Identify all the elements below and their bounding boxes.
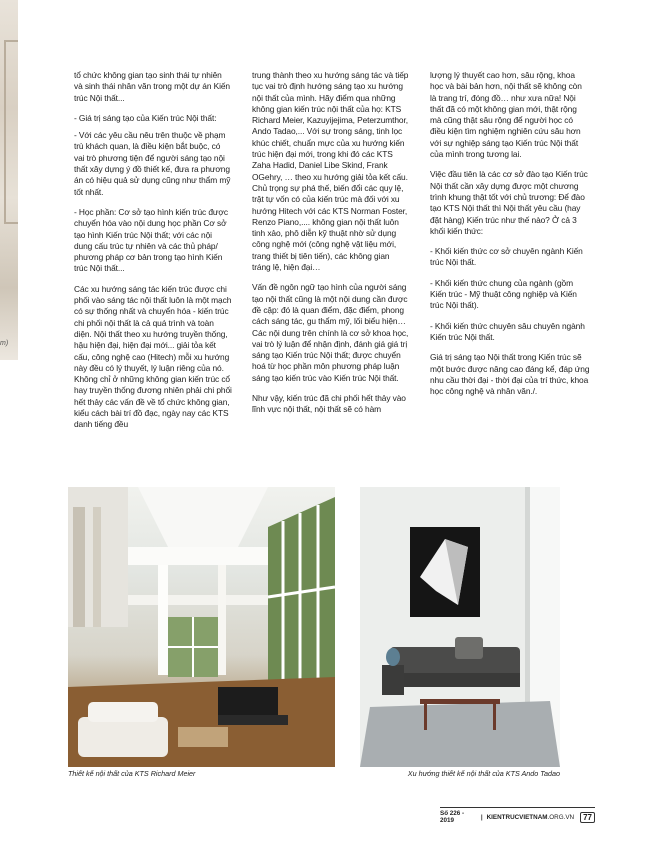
text-column-1 bbox=[74, 70, 232, 440]
adjacent-caption-fragment: m) bbox=[0, 340, 9, 347]
photo-caption-left: Thiết kế nội thất của KTS Richard Meier bbox=[68, 769, 196, 778]
photo-ando-tadao-interior bbox=[360, 487, 560, 767]
paragraph: - Khối kiến thức cơ sở chuyên ngành Kiến trúc Nội thất. bbox=[430, 246, 583, 268]
paragraph: - Với các yêu cầu nêu trên thuộc về phạm trù khách quan, là điều kiện bắt buộc, có vai trò phương tiện để người sáng tạo nội thất xây dựng ý đồ thiết kế, đưa ra phương án có hiệu quả sử dụng cũng như thẩm mỹ tốt nhất. bbox=[74, 130, 231, 197]
adjacent-page-photo-strip bbox=[0, 0, 18, 360]
footer-separator: | bbox=[480, 813, 483, 821]
paragraph: Giá trị sáng tạo Nội thất trong Kiến trúc sẽ một bước được nâng cao đáng kể, đáp ứng nhu cầu thời đại - thời đại của trí thức, khoa học công nghệ và nhân văn./. bbox=[430, 352, 590, 397]
site-name-suffix: .ORG.VN bbox=[547, 813, 575, 821]
paragraph: Việc đầu tiên là các cơ sở đào tạo Kiến trúc Nội thất cần xây dựng được một chương trình khung thật tốt với chủ trương: Để đào tạo KTS Nội thất thì Nội thất yêu cầu (hay đặt hàng) Kiến trúc như thế nào? Ở cả 3 khối kiến thức: bbox=[430, 169, 588, 236]
photo-richard-meier-interior bbox=[68, 487, 335, 767]
page-number: 77 bbox=[580, 812, 595, 823]
footer-divider bbox=[440, 807, 595, 808]
paragraph: - Khối kiến thức chung của ngành (gồm Kiến trúc - Mỹ thuật công nghiệp và Kiến trúc Nội thất). bbox=[430, 277, 577, 311]
paragraph: Các xu hướng sáng tác kiến trúc được chi phối vào sáng tác nội thất luôn là một mạch có sự thống nhất và chuyển hóa - kiến trúc chi phối nội thất là cả quá trình và toàn diện. Nội thất theo xu hướng truyền thống, hậu hiện đại, hiện đại mới... giải tỏa kết cấu, công nghệ cao (Hitech) mỗi xu hướng này đều có lý thuyết, lý luận riêng của nó. Không chỉ ở những không gian kiến trúc cổ hay truyền thống đương nhiên phải chi phối hết thảy các vấn đề về tổ chức không gian, kiểu cách bài trí đồ đạc, ngày nay các KTS danh tiếng đều bbox=[74, 283, 232, 430]
issue-number: Số 226 - 2019 bbox=[440, 810, 465, 824]
interior-illustration bbox=[68, 487, 335, 767]
paragraph-heading: - Giá trị sáng tạo của Kiến trúc Nội thất: bbox=[74, 112, 217, 123]
paragraph: trung thành theo xu hướng sáng tác và tiếp tục vai trò định hướng sáng tạo xu hướng nội thất của mình. Hãy điểm qua những không gian kiến trúc nội thất của họ: KTS Richard Meier, Kazuyijejima, Peterzumthor, Ando Tadao,... Với sự trong sáng, tinh lọc khúc chiết, chuẩn mực của xu hướng kiến trúc hiện đại mới, trong khi đó các KTS Zaha Hadid, Daniel Libe Skind, Frank OGehry, … theo xu hướng giải tỏa kết cấu. Chủ trọng sự phá thế, biến đổi các quy lệ, trật tự vốn có của kiến trúc mà đối với xu hướng Hitech với các KTS Norman Foster, Renzo Piano,.... không gian nội thất luôn tinh xảo, phô diễn kỹ thuật nhờ sử dụng công nghệ mới (công nghệ vật liệu mới, trang thiết bị tiên tiến), các không gian tráng lệ, hiện đại… bbox=[252, 70, 409, 273]
interior-illustration bbox=[360, 487, 560, 767]
text-column-3 bbox=[430, 70, 590, 406]
paragraph: Vấn đề ngôn ngữ tạo hình của người sáng tạo nội thất cũng là một nội dung cần được đề cập: đó là quan điểm, đặc điểm, phong cách sáng tác, gu thẩm mỹ, lối biểu hiện… Các nội dung trên chính là cơ sở khoa học, vai trò lý luận để nhận định, đánh giá giá trị sáng tạo Kiến trúc Nội thất; được chuyển hoá từ học phần môn phương pháp luận sáng tạo kiến trúc vào Kiến trúc Nội thất. bbox=[252, 282, 409, 383]
site-name-bold: KIENTRUCVIETNAM bbox=[486, 813, 548, 821]
paragraph: - Khối kiến thức chuyên sâu chuyên ngành Kiến trúc Nội thất. bbox=[430, 320, 585, 342]
window-frame bbox=[4, 40, 18, 224]
text-column-2 bbox=[252, 70, 410, 425]
paragraph: tổ chức không gian tạo sinh thái tự nhiên và sinh thái nhân văn trong một dự án Kiến trúc Nội thất... bbox=[74, 70, 230, 103]
paragraph: lượng lý thuyết cao hơn, sâu rộng, khoa học và bài bản hơn, nội thất sẽ không còn là trang trí, đóng đồ… như xưa nữa! Nội thất đã có một không gian mới, thật rộng mà cũng thật sâu rộng để người học có điều kiện tìm nghiệm nghiên cứu sâu hơn với sự nghiệp sáng tạo Kiến trúc Nội thất của mình trong tương lai. bbox=[430, 70, 582, 160]
photo-caption-right: Xu hướng thiết kế nội thất của KTS Ando Tadao bbox=[407, 769, 560, 778]
paragraph: - Học phần: Cơ sở tạo hình kiến trúc được chuyển hóa vào nội dung học phần Cơ sở tạo hình Kiến trúc Nội thất; với các nội dung cấu trúc tự nhiên và các thủ pháp/ phương pháp cơ bản trong tạo hình Kiến trúc Nội thất... bbox=[74, 206, 228, 274]
page-footer bbox=[440, 810, 595, 824]
paragraph: Như vậy, kiến trúc đã chi phối hết thảy vào lĩnh vực nội thất, nội thất sẽ có hàm bbox=[252, 393, 406, 415]
